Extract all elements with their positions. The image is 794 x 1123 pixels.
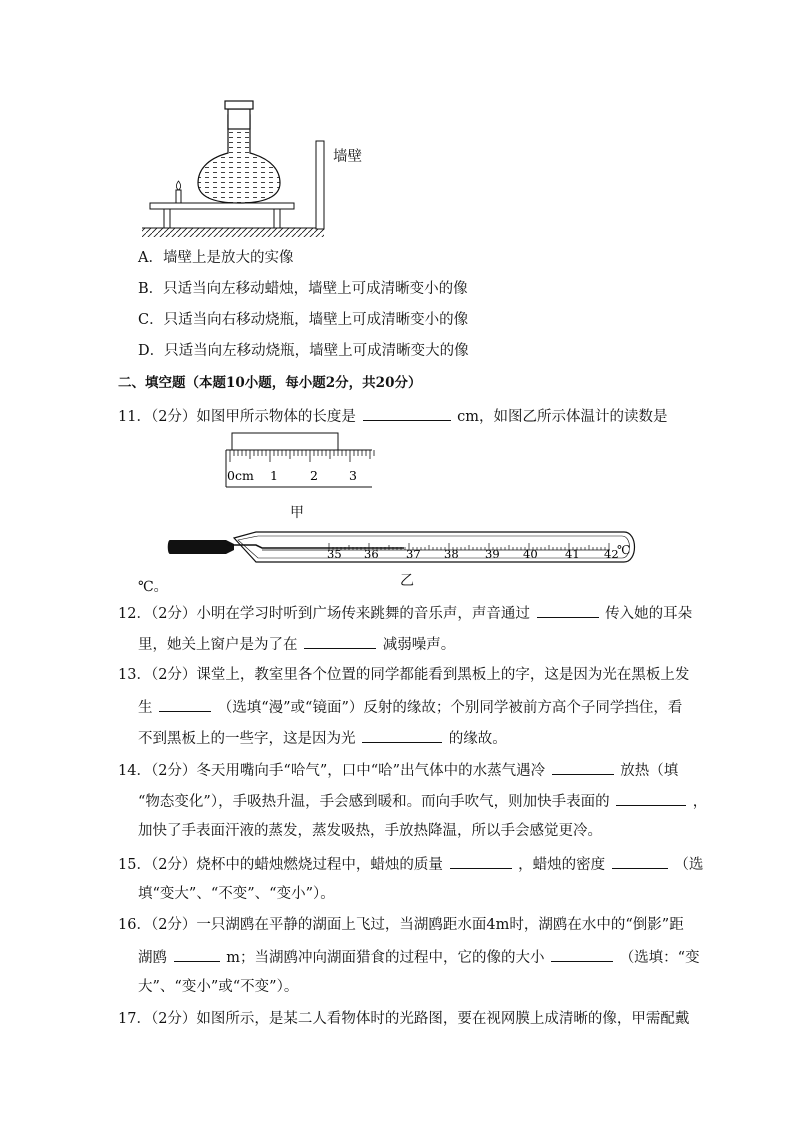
q15-text-1c: （选 (674, 857, 704, 873)
question-14-line-1 (118, 759, 678, 781)
section-title: 二、填空题（本题10小题，每小题2分，共20分） (118, 375, 422, 391)
q11-text-c: ℃。 (138, 579, 168, 595)
q13-blank-1[interactable] (159, 696, 211, 712)
q14-text-1a: 14．（2分）冬天用嘴向手“哈气”，口中“哈”出气体中的水蒸气遇冷 (118, 763, 546, 779)
q13-text-3a: 不到黑板上的一些字，这是因为光 (138, 731, 356, 747)
question-16-line-1: 16．（2分）一只湖鸥在平静的湖面上飞过，当湖鸥距水面4m时，湖鸥在水中的“倒影”距 (118, 917, 684, 933)
q16-blank-1[interactable] (174, 946, 220, 962)
ruler-label-1: 1 (270, 468, 278, 483)
question-11 (118, 405, 668, 427)
thermo-label-41: 41 (565, 547, 580, 561)
question-13-line-3 (138, 727, 507, 749)
question-12-line-2 (138, 633, 455, 655)
q14-blank-2[interactable] (616, 790, 686, 806)
thermo-label-36: 36 (364, 547, 379, 561)
q13-blank-2[interactable] (362, 727, 442, 743)
q13-text-2b: （选填“漫”或“镜面”）反射的缘故；个别同学被前方高个子同学挡住，看 (217, 700, 683, 716)
q11-text-b: cm，如图乙所示体温计的读数是 (457, 409, 668, 425)
question-17-line-1: 17．（2分）如图所示，是某二人看物体时的光路图，要在视网膜上成清晰的像，甲需配戴 (118, 1011, 690, 1027)
measured-object (232, 433, 338, 450)
thermo-label-40: 40 (523, 547, 538, 561)
q12-text-2b: 减弱噪声。 (382, 637, 456, 653)
question-16-line-3: 大”、“变小”或“不变”）。 (138, 979, 299, 995)
question-16-line-2 (138, 946, 700, 968)
q12-blank-1[interactable] (537, 602, 599, 618)
thermo-label-38: 38 (444, 547, 459, 561)
question-13-line-1: 13．（2分）课堂上，教室里各个位置的同学都能看到黑板上的字，这是因为光在黑板上发 (118, 667, 690, 683)
flask-figure (140, 95, 400, 240)
q14-text-2a: “物态变化”），手吸热升温，手会感到暖和。而向手吹气，则加快手表面的 (138, 794, 610, 810)
ruler-caption: 甲 (290, 505, 304, 521)
q12-text-1a: 12．（2分）小明在学习时听到广场传来跳舞的音乐声，声音通过 (118, 606, 530, 622)
q11-text-a: 11．（2分）如图甲所示物体的长度是 (118, 409, 356, 425)
thermo-label-39: 39 (485, 547, 500, 561)
q12-text-2a: 里，她关上窗户是为了在 (138, 637, 298, 653)
option-c: C．只适当向右移动烧瓶，墙壁上可成清晰变小的像 (138, 312, 469, 328)
thermo-label-37: 37 (406, 547, 421, 561)
wall (316, 141, 324, 229)
q15-blank-2[interactable] (612, 853, 668, 869)
option-a: A．墙壁上是放大的实像 (138, 250, 294, 266)
q14-text-2b: ， (692, 794, 708, 810)
ruler-figure (222, 432, 376, 492)
q13-text-3b: 的缘故。 (448, 731, 507, 747)
q16-blank-2[interactable] (551, 946, 613, 962)
q16-text-2a: 湖鸥 (138, 950, 167, 966)
question-14-line-2 (138, 790, 707, 812)
question-12-line-1 (118, 602, 692, 624)
q12-text-1b: 传入她的耳朵 (605, 606, 693, 622)
thermo-label-35: 35 (327, 547, 342, 561)
thermometer-caption: 乙 (400, 573, 414, 589)
q13-text-2a: 生 (138, 700, 153, 716)
candle (176, 190, 181, 203)
option-b: B．只适当向左移动蜡烛，墙壁上可成清晰变小的像 (138, 281, 468, 297)
ground (142, 228, 324, 237)
q14-blank-1[interactable] (552, 759, 614, 775)
q12-blank-2[interactable] (304, 633, 376, 649)
question-14-line-3: 加快了手表面汗液的蒸发，蒸发吸热，手放热降温，所以手会感觉更冷。 (138, 823, 602, 839)
q15-text-1a: 15．（2分）烧杯中的蜡烛燃烧过程中，蜡烛的质量 (118, 857, 443, 873)
ruler-label-2: 2 (310, 468, 318, 483)
flame (176, 181, 180, 190)
q16-text-2c: （选填：“变 (619, 950, 700, 966)
table (150, 203, 294, 209)
q11-blank-1[interactable] (363, 405, 451, 421)
q15-text-1b: ，蜡烛的密度 (518, 857, 606, 873)
question-15-line-1 (118, 853, 703, 875)
question-15-line-2: 填“变大”、“不变”、“变小”）。 (138, 886, 335, 902)
option-d: D．只适当向左移动烧瓶，墙壁上可成清晰变大的像 (138, 343, 469, 359)
question-13-line-2 (138, 696, 682, 718)
ruler-label-0: 0cm (227, 468, 254, 483)
q15-blank-1[interactable] (450, 853, 512, 869)
q14-text-1b: 放热（填 (620, 763, 679, 779)
ruler-label-3: 3 (349, 468, 357, 483)
thermometer-bulb (168, 540, 234, 554)
flask-lip (225, 101, 253, 109)
thermometer-figure (166, 530, 640, 568)
q16-text-2b: m；当湖鸥冲向湖面猎食的过程中，它的像的大小 (226, 950, 545, 966)
thermo-label-42: 42 (604, 547, 619, 561)
thermo-unit: ℃ (617, 543, 631, 557)
wall-label: 墙壁 (333, 149, 362, 165)
